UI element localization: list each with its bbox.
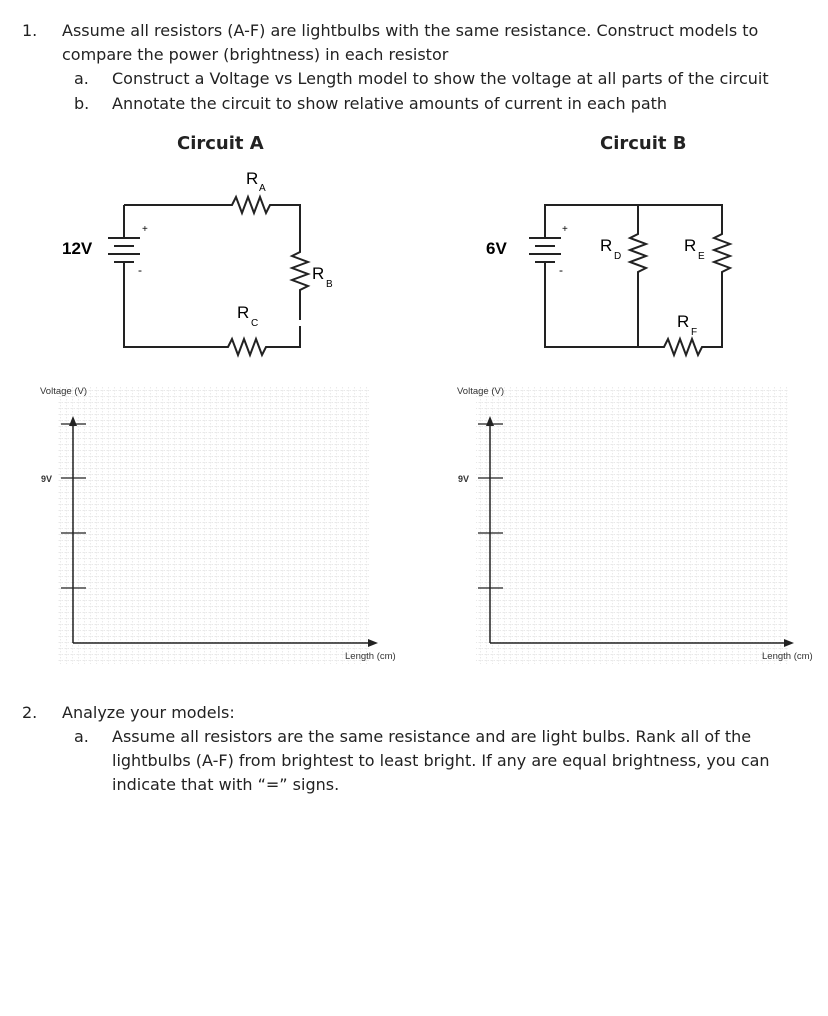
resistor-e-letter: R [684, 236, 697, 255]
circuit-a-plus: + [142, 224, 148, 235]
circuit-b-minus: - [559, 263, 563, 277]
resistor-a-letter: R [246, 169, 259, 188]
resistor-f-sub: F [691, 327, 698, 338]
resistor-b [292, 248, 308, 294]
graph-a-xlabel: Length (cm) [345, 651, 396, 662]
resistor-c [212, 339, 282, 355]
q1b-marker: b. [74, 94, 90, 113]
resistor-e [714, 230, 730, 274]
resistor-b-sub: B [326, 279, 333, 290]
circuit-a-battery-wire-down [124, 270, 212, 347]
circuit-b-diagram [529, 205, 730, 355]
graph-a-tick-9v: 9V [41, 474, 53, 484]
resistor-d-letter: R [600, 236, 613, 255]
resistor-a-sub: A [259, 183, 266, 194]
q2a-line1: Assume all resistors are the same resistance and are light bulbs. Rank all of the [112, 727, 752, 746]
resistor-b-letter: R [312, 264, 325, 283]
q1-line2: compare the power (brightness) in each resistor [62, 45, 449, 64]
circuit-b-battery-label: 6V [486, 239, 507, 258]
resistor-d [630, 230, 646, 274]
resistor-e-sub: E [698, 251, 705, 262]
q2a-line2: lightbulbs (A-F) from brightest to least bright. If any are equal brightness, you can [112, 751, 770, 770]
circuit-b-wires [545, 205, 722, 347]
graph-b-xlabel: Length (cm) [762, 651, 813, 662]
voltage-graph-b [476, 386, 794, 664]
resistor-c-letter: R [237, 303, 250, 322]
resistor-d-sub: D [614, 251, 622, 262]
circuit-b-plus: + [562, 224, 568, 235]
circuit-a-minus: - [138, 263, 142, 277]
graph-b-ylabel: Voltage (V) [457, 386, 504, 397]
q1a-text: Construct a Voltage vs Length model to show the voltage at all parts of the circuit [112, 69, 769, 88]
q1-line1: Assume all resistors (A-F) are lightbulbs with the same resistance. Construct models to [62, 21, 759, 40]
circuit-a-title: Circuit A [177, 133, 264, 154]
resistor-a [216, 197, 284, 213]
graph-b-tick-9v: 9V [458, 474, 470, 484]
resistor-f-letter: R [677, 312, 690, 331]
q1a-marker: a. [74, 69, 89, 88]
graph-a-ylabel: Voltage (V) [40, 386, 87, 397]
q2a-marker: a. [74, 727, 89, 746]
circuit-a-wire-bottom [282, 326, 300, 347]
graph-b-x-arrow [784, 639, 794, 647]
q1-number: 1. [22, 21, 38, 40]
q2-title: Analyze your models: [62, 703, 235, 722]
q2a-line3: indicate that with “=” signs. [112, 775, 340, 794]
q2-number: 2. [22, 703, 38, 722]
graph-a-x-arrow [368, 639, 378, 647]
resistor-c-sub: C [251, 318, 259, 329]
circuit-b-title: Circuit B [600, 133, 687, 154]
circuit-a-wire-top [124, 204, 300, 222]
circuit-a-battery-label: 12V [62, 239, 93, 258]
voltage-graph-a [58, 386, 378, 664]
q1b-text: Annotate the circuit to show relative amounts of current in each path [112, 94, 668, 113]
resistor-f [654, 339, 712, 355]
